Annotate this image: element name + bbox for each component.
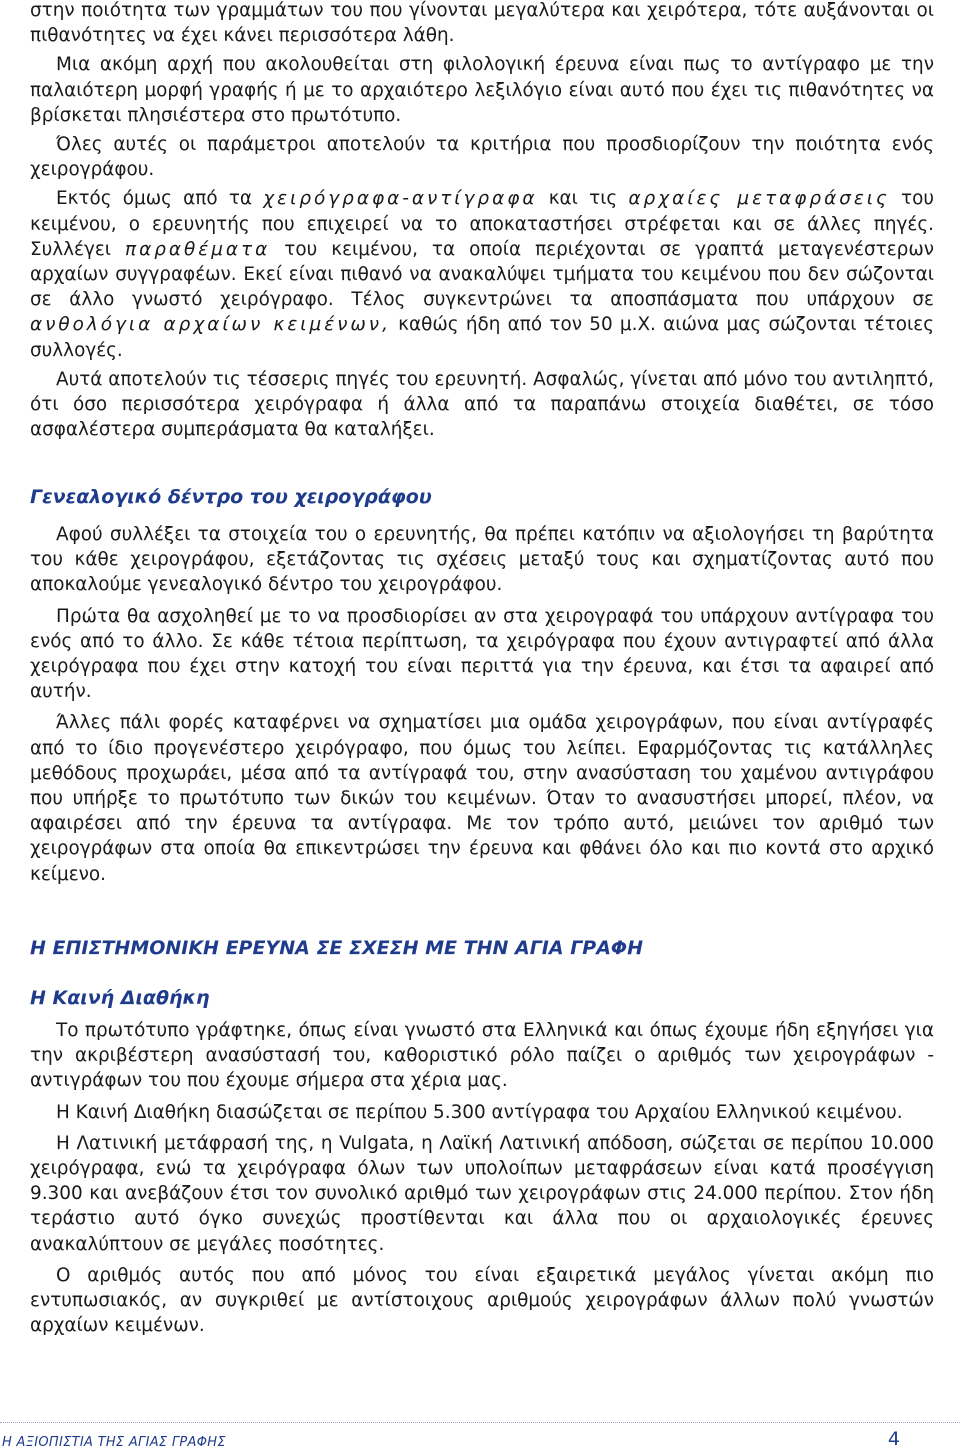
- new-testament-text-block: [30, 1018, 934, 1344]
- paragraph-continuation: στην ποιότητα των γραμμάτων του που γίνονται μεγαλύτερα και χειρότερα, τότε αυξάνονται οι πιθανότητες να έχει κάνει περισσότερα λάθη.: [30, 0, 934, 47]
- paragraph-criteria: Όλες αυτές οι παράμετροι αποτελούν τα κριτήρια που προσδιορίζουν την ποιότητα ενός χειρογράφου.: [30, 134, 934, 181]
- emphasis-manuscripts-copies: χειρόγραφα-αντίγραφα: [263, 188, 538, 210]
- paragraph-other-sources: [30, 186, 934, 362]
- paragraph-oldest-form: Μια ακόμη αρχή που ακολουθείται στη φιλολογική έρευνα είναι πως το αντίγραφο με την παλαιότερη μορφή γραφής ή με το αρχαιότερο λεξιλόγιο είναι αυτό που έχει τις πιθανότητες να βρίσκεται πλησιέστερα στο πρωτότυπο.: [30, 54, 934, 126]
- paragraph-original: Το πρωτότυπο γράφτηκε, όπως είναι γνωστό στα Ελληνικά και όπως έχουμε ήδη εξηγήσει για την ακριβέστερη ανασύστασή του, καθοριστικό ρόλο παίζει ο αριθμός των χειρογράφων - αντιγράφων του που έχουμε σήμερα στα χέρια μας.: [30, 1020, 934, 1092]
- text-run: του κειμένου, ο ερευνητής που επιχειρεί να το αποκαταστήσει στρέφεται και σε άλλες πηγές. Συλλέγει: [30, 188, 935, 260]
- text-run: Εκτός όμως από τα: [56, 188, 264, 210]
- emphasis-anthologies: ανθολόγια αρχαίων κειμένων,: [30, 314, 391, 336]
- paragraph-vulgata: Η Λατινική μετάφρασή της, η Vulgata, η Λαϊκή Λατινική απόδοση, σώζεται σε περίπου 10.000 χειρόγραφα, ενώ τα χειρόγραφα όλων των υπολοίπων μεταφράσεων είναι κατά προσέγγιση 9.300 και ανεβάζουν έτσι τον συνολικό αριθμό των χειρογράφων στις 24.000 περίπου. Στον ήδη τεράστιο αυτό όγκο συνεχώς προστίθενται και άλλα που οι αρχαιολογικές έρευνες ανακαλύπτουν σε μεγάλες ποσότητες.: [30, 1132, 934, 1255]
- paragraph-comparison: Ο αριθμός αυτός που από μόνος του είναι εξαιρετικά μεγάλος γίνεται ακόμη πιο εντυπωσιακός, αν συγκριθεί με αντίστοιχους αριθμούς χειρογράφων άλλων πολύ γνωστών αρχαίων κειμένων.: [30, 1264, 934, 1337]
- section-heading-genealogy: Γενεαλογικό δέντρο του χειρογράφου: [30, 486, 432, 508]
- footer-divider: [0, 1422, 960, 1423]
- paragraph-copies-count: Η Καινή Διαθήκη διασώζεται σε περίπου 5.300 αντίγραφα του Αρχαίου Ελληνικού κειμένου.: [56, 1101, 903, 1123]
- intro-text-block: [30, 0, 934, 446]
- paragraph-evaluate: Αφού συλλέξει τα στοιχεία του ο ερευνητής, θα πρέπει κατόπιν να αξιολογήσει τη βαρύτητα του κάθε χειρογράφου, εξετάζοντας τις σχέσεις μεταξύ τους και σχηματίζοντας αυτό που αποκαλούμε γενεαλογικό δέντρο του χειρογράφου.: [30, 524, 934, 596]
- text-run: καθώς ήδη από τον 50 μ.Χ. αιώνα μας σώζονται τέτοιες συλλογές.: [30, 314, 934, 361]
- footer-title: Η ΑΞΙΟΠΙΣΤΙΑ ΤΗΣ ΑΓΙΑΣ ΓΡΑΦΗΣ: [2, 1435, 226, 1450]
- paragraph-four-sources: Αυτά αποτελούν τις τέσσερις πηγές του ερευνητή. Ασφαλώς, γίνεται από μόνο του αντιληπτό, ότι όσο περισσότερα χειρόγραφα ή άλλα από τα παραπάνω στοιχεία διαθέτει, σε τόσο ασφαλέστερα συμπεράσματα θα καταλήξει.: [30, 368, 934, 441]
- genealogy-text-block: [30, 522, 934, 893]
- section-heading-bible-research: Η ΕΠΙΣΤΗΜΟΝΙΚΗ ΕΡΕΥΝΑ ΣΕ ΣΧΕΣΗ ΜΕ ΤΗΝ ΑΓΙΑ ΓΡΑΦΗ: [30, 937, 643, 959]
- text-run: του κειμένου, τα οποία περιέχονται σε γραπτά μεταγενέστερων αρχαίων συγγραφέων. Εκεί είναι πιθανό να ανακαλύψει τμήματα του κειμένου που δεν σώζονται σε άλλο γνωστό χειρόγραφο. Τέλος συγκεντρώνει τα αποσπάσματα που υπάρχουν σε: [30, 238, 934, 311]
- emphasis-ancient-translations: αρχαίες μεταφράσεις: [628, 188, 890, 210]
- page-number: 4: [887, 1428, 900, 1450]
- text-run: και τις: [537, 188, 629, 210]
- subheading-new-testament: Η Καινή Διαθήκη: [30, 987, 210, 1009]
- paragraph-copies: Πρώτα θα ασχοληθεί με το να προσδιορίσει αν στα χειρογραφά του υπάρχουν αντίγραφα του ενός από το άλλο. Σε κάθε τέτοια περίπτωση, τα χειρόγραφα που έχουν αντιγραφτεί από άλλα χειρόγραφα που έχει στην κατοχή του είναι περιττά για την έρευνα, και έτσι τα αφαιρεί από αυτήν.: [30, 605, 934, 703]
- paragraph-reconstruction: Άλλες πάλι φορές καταφέρνει να σχηματίσει μια ομάδα χειρογράφων, που είναι αντίγραφές από το ίδιο προγενέστερο χειρόγραφο, που όμως του λείπει. Εφαρμόζοντας τις κατάλληλες μεθόδους προχωράει, μέσα από τα αντίγραφά του, στην ανασύσταση του χαμένου αντιγράφου που υπήρξε το πρωτότυπο των δικών του κειμένων. Όταν το ανασυστήσει μπορεί, πλέον, να αφαιρέσει από την έρευνα τα αντίγραφα. Με τον τρόπο αυτό, μειώνει τον αριθμό των χειρογράφων στα οποία θα επικεντρώσει την έρευνα και φθάνει όλο και πιο κοντά στο αρχικό κείμενο.: [30, 712, 934, 885]
- emphasis-quotations: παραθέματα: [125, 238, 271, 260]
